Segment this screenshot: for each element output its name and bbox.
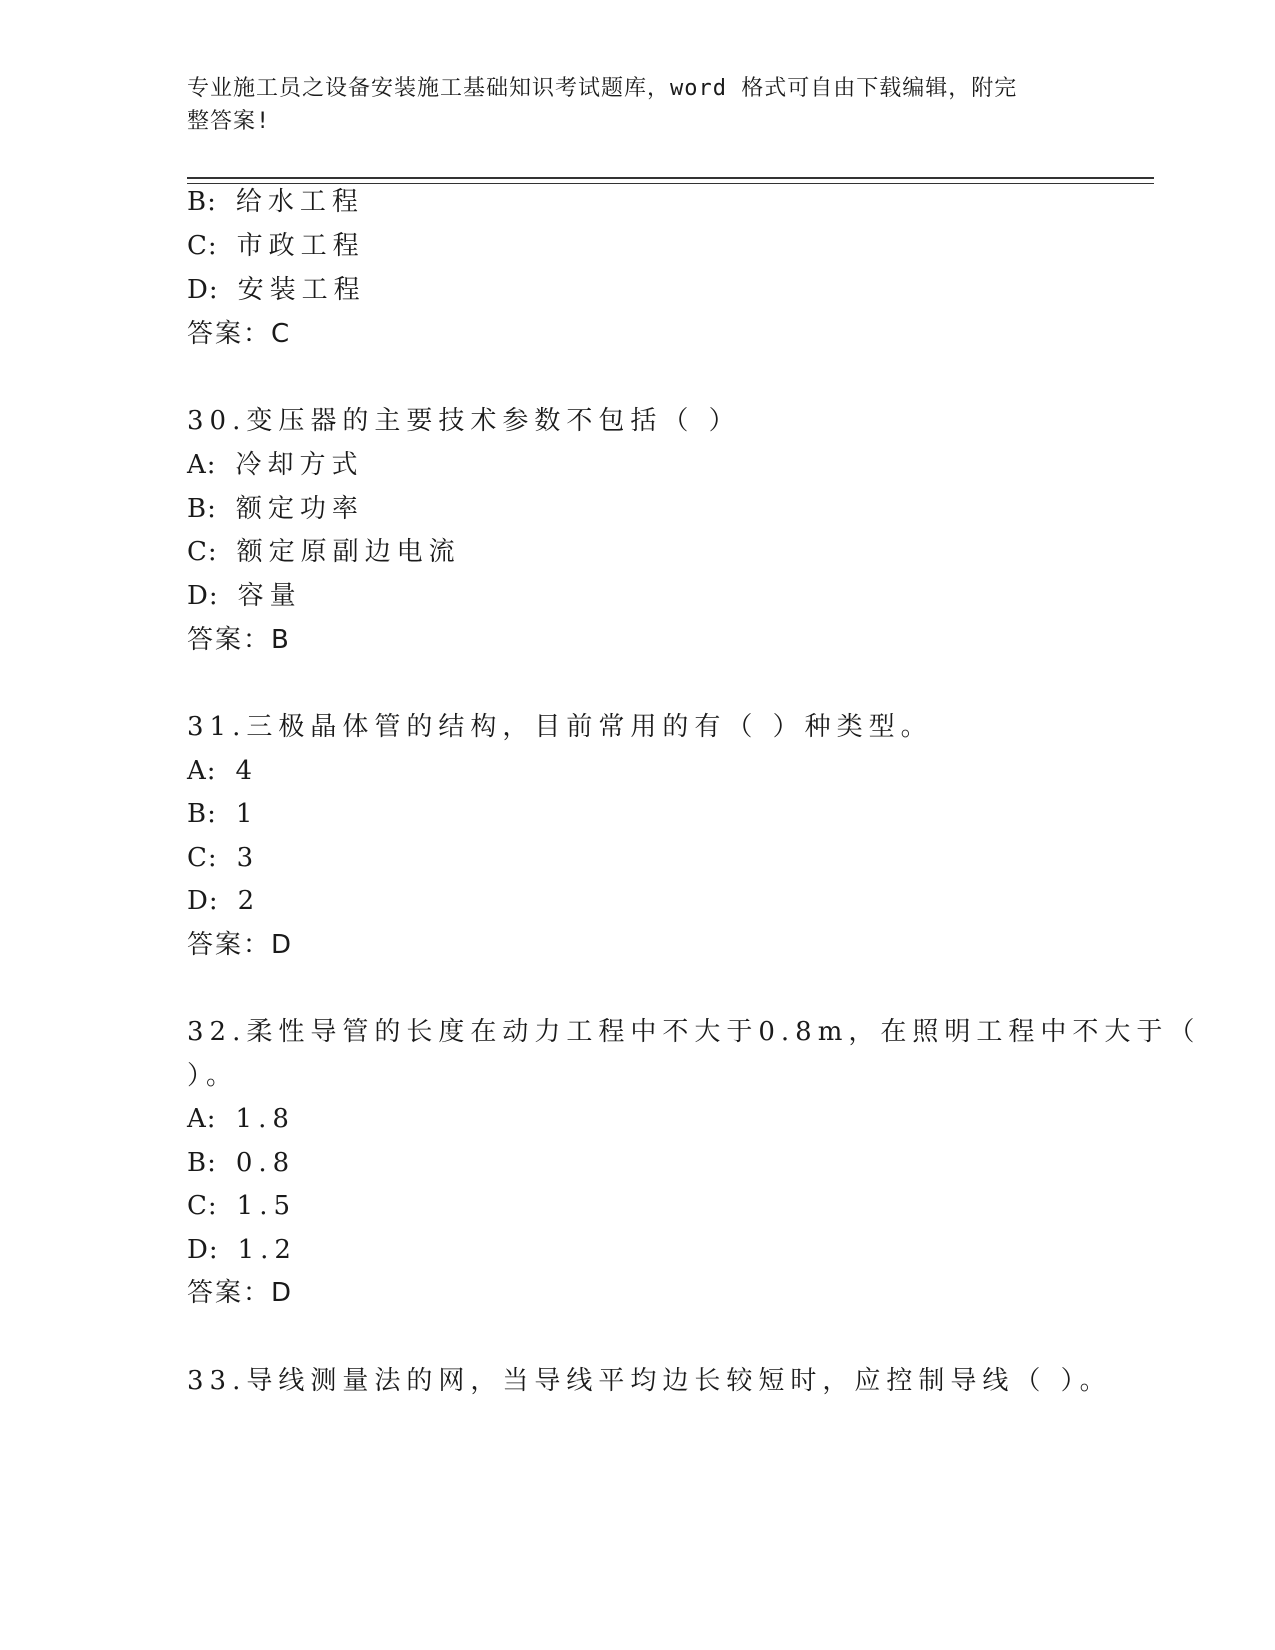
q30-option-d: D: 容量 (187, 581, 302, 611)
q31-option-a: A: 4 (187, 756, 259, 786)
q30-option-b: B: 额定功率 (187, 494, 364, 524)
q32-option-c: C: 1.5 (187, 1191, 297, 1221)
q32-answer: 答案：D (187, 1278, 294, 1308)
q32-option-d: D: 1.2 (187, 1235, 297, 1265)
header-rule-thin (187, 183, 1154, 184)
header-line-1: 专业施工员之设备安装施工基础知识考试题库，word 格式可自由下载编辑，附完 (187, 76, 1018, 101)
q31-option-b: B: 1 (187, 799, 259, 829)
q31-question: 31.三极晶体管的结构，目前常用的有（ ）种类型。 (187, 712, 933, 742)
q30-answer: 答案：B (187, 625, 291, 655)
header-line-2: 整答案! (187, 109, 271, 134)
q29-option-b: B: 给水工程 (187, 187, 364, 217)
header-rule-thick (187, 177, 1154, 179)
q32-option-b: B: 0.8 (187, 1148, 296, 1178)
q31-option-d: D: 2 (187, 886, 261, 916)
q32-question-line-2: ）。 (187, 1061, 239, 1091)
q32-option-a: A: 1.8 (187, 1104, 295, 1134)
q33-question: 33.导线测量法的网，当导线平均边长较短时，应控制导线（ ）。 (187, 1366, 1112, 1396)
q29-option-d: D: 安装工程 (187, 275, 366, 305)
q30-question: 30.变压器的主要技术参数不包括（ ） (187, 406, 741, 436)
q31-option-c: C: 3 (187, 843, 260, 873)
q31-answer: 答案：D (187, 930, 294, 960)
q30-option-c: C: 额定原副边电流 (187, 537, 461, 567)
q29-answer: 答案：C (187, 319, 292, 349)
q32-question-line-1: 32.柔性导管的长度在动力工程中不大于0.8m，在照明工程中不大于（ (187, 1017, 1201, 1047)
q29-option-c: C: 市政工程 (187, 231, 365, 261)
document-page (187, 0, 1201, 1650)
document-header (187, 72, 1067, 138)
q30-option-a: A: 冷却方式 (187, 450, 364, 480)
